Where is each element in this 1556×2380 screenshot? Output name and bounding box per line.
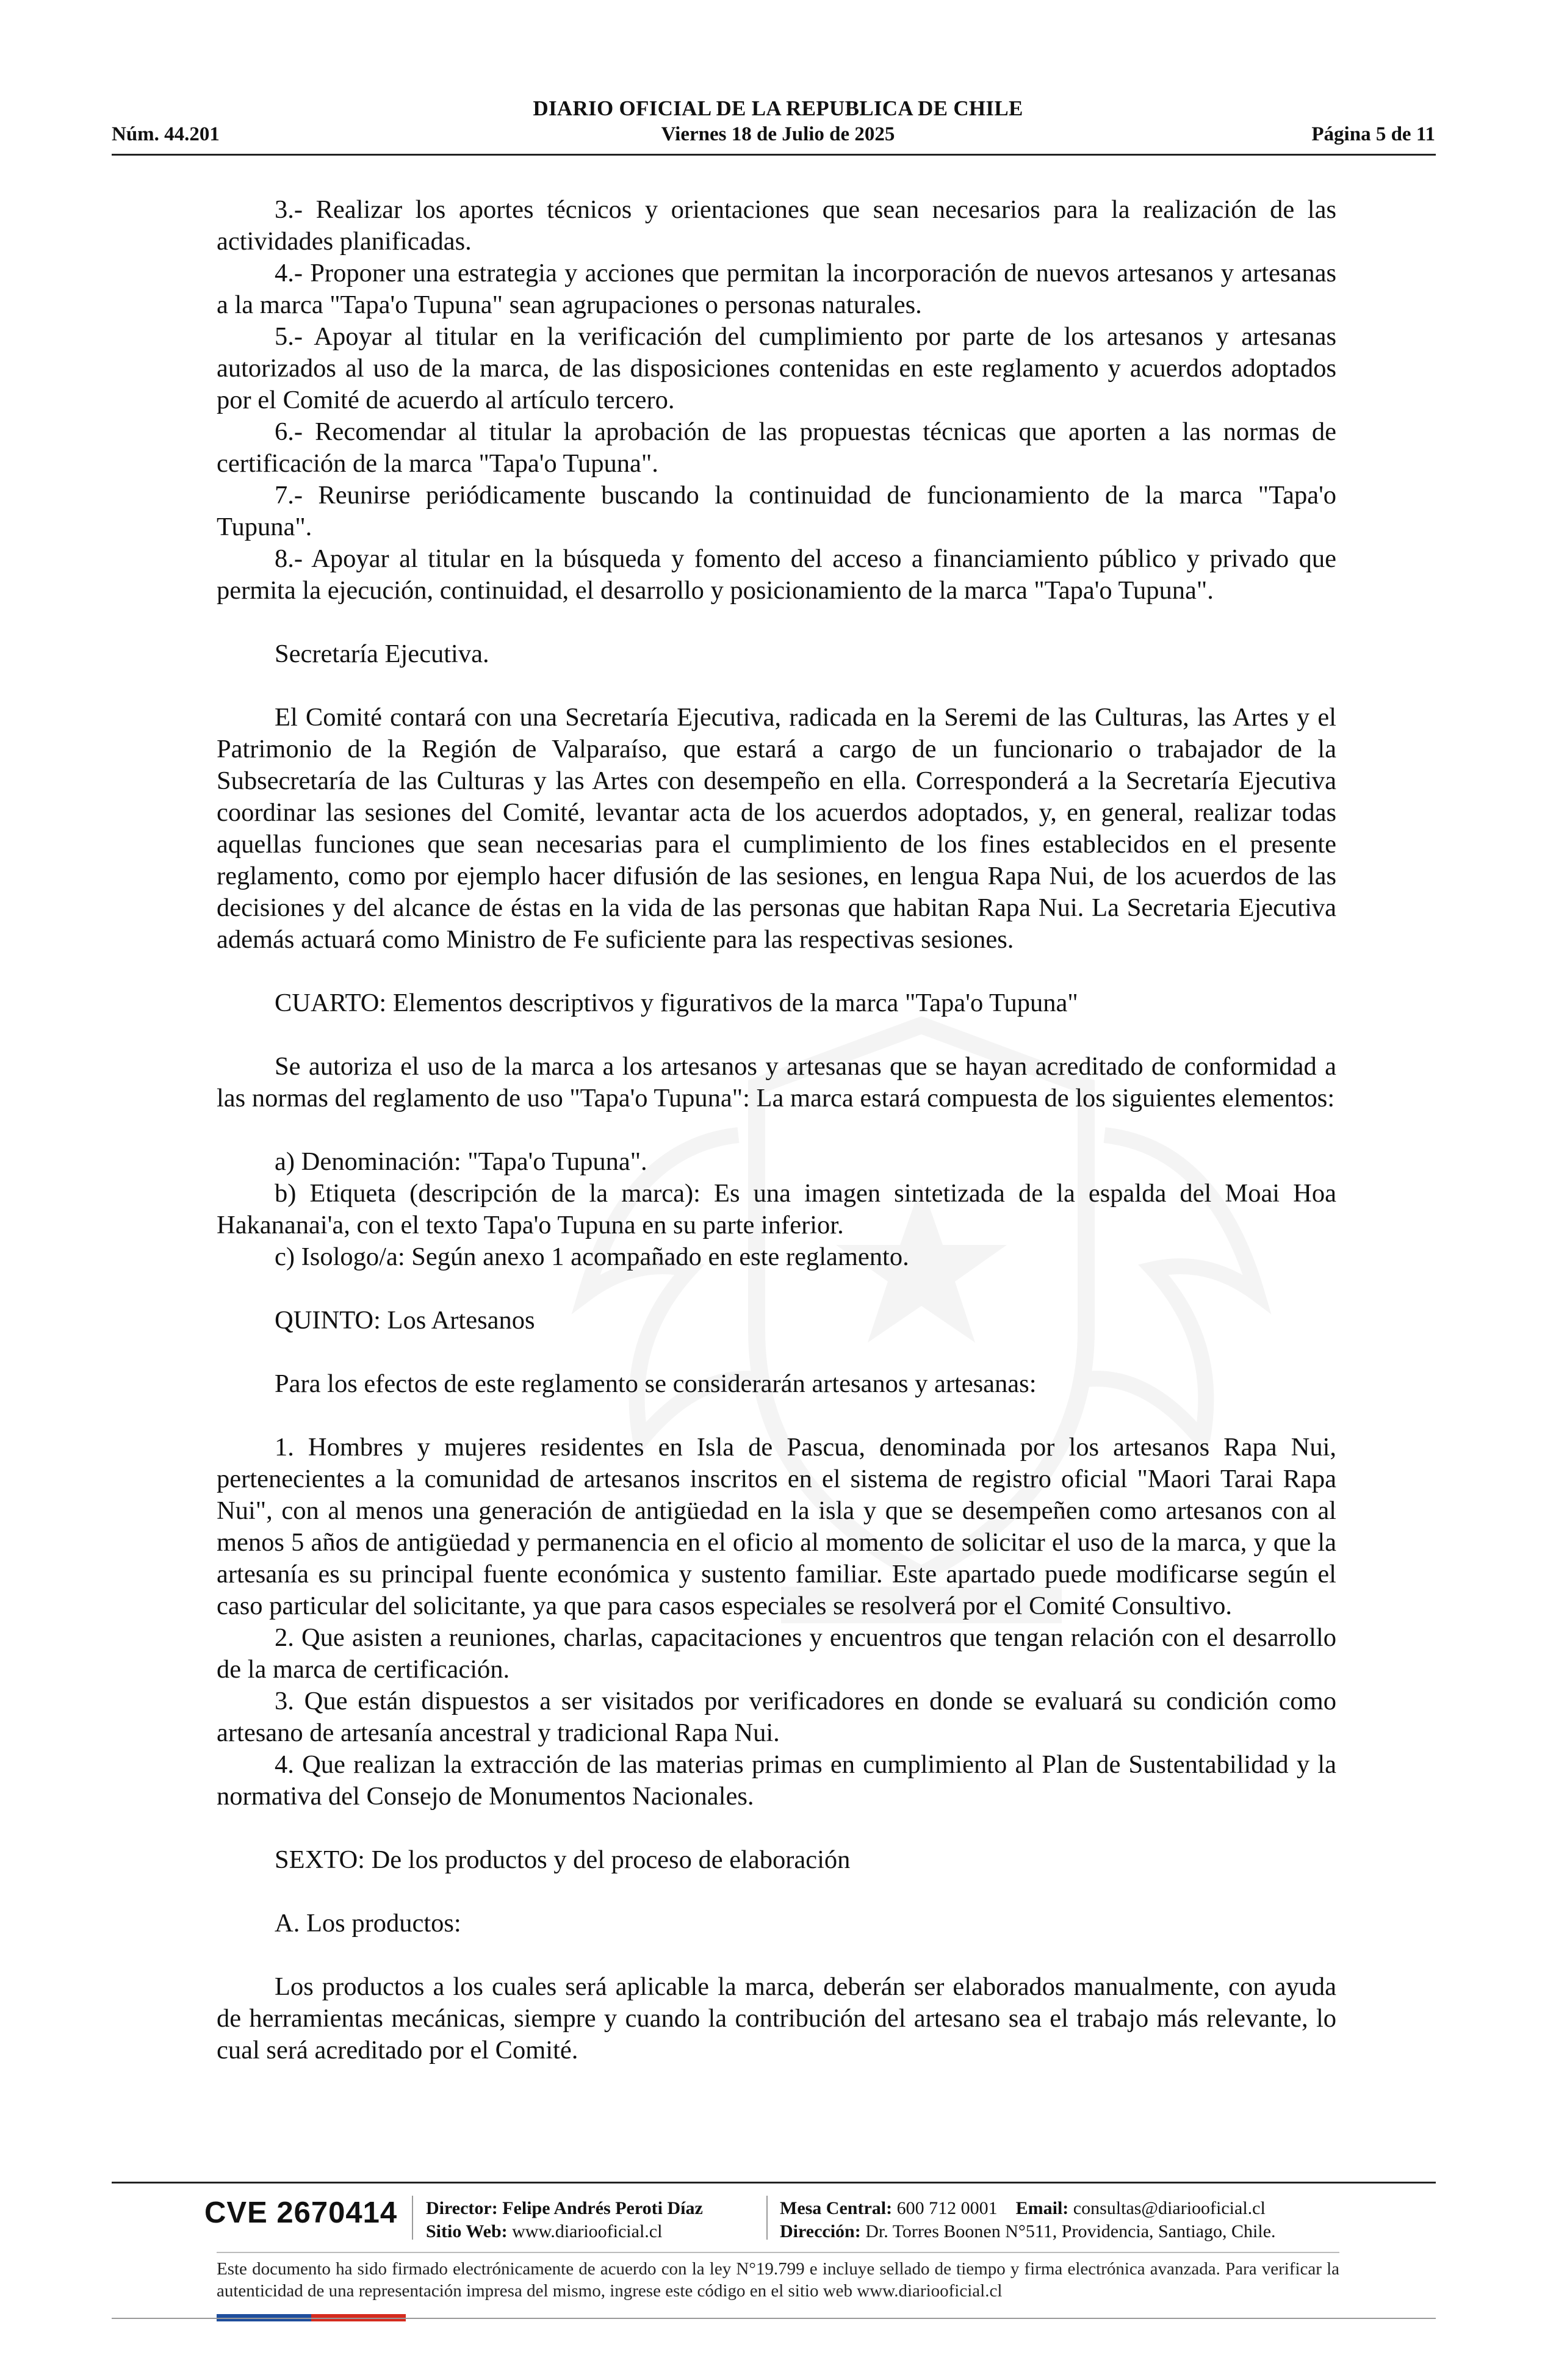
subheading-productos: A. Los productos: — [275, 1909, 461, 1938]
issue-date: Viernes 18 de Julio de 2025 — [661, 123, 895, 145]
footer-separator — [412, 2196, 413, 2240]
paragraph-item-7: 7.- Reunirse periódicamente buscando la continuidad de funcionamiento de la marca "Tapa'o Tupuna". — [217, 481, 1336, 541]
site-link[interactable]: www.diariooficial.cl — [512, 2221, 663, 2241]
section-heading-secretaria: Secretaría Ejecutiva. — [275, 640, 489, 668]
document-body — [217, 194, 1336, 2066]
paragraph-item-4: 4.- Proponer una estrategia y acciones que permitan la incorporación de nuevos artesanos y artesanas a la marca "Tapa'o Tupuna" sean agrupaciones o personas naturales. — [217, 259, 1336, 319]
section-heading-sexto: SEXTO: De los productos y del proceso de elaboración — [275, 1845, 851, 1874]
central-phone: 600 712 0001 — [896, 2198, 998, 2218]
paragraph-item-5: 5.- Apoyar al titular en la verificación del cumplimiento por parte de los artesanos y artesanas autorizados al uso de la marca, de las disposiciones contenidas en este reglamento y acuerdos adoptados por el Comité de acuerdo al artículo tercero. — [217, 322, 1336, 414]
central-label: Mesa Central: — [780, 2198, 893, 2218]
paragraph-cuarto-intro: Se autoriza el uso de la marca a los artesanos y artesanas que se hayan acreditado de conformidad a las normas del reglamento de uso "Tapa'o Tupuna": La marca estará compuesta de los siguientes elementos: — [217, 1052, 1336, 1112]
footer-divider — [112, 2182, 1436, 2183]
paragraph-artesanos-2: 2. Que asisten a reuniones, charlas, capacitaciones y encuentros que tengan relación con el desarrollo de la marca de certificación. — [217, 1623, 1336, 1684]
paragraph-secretaria: El Comité contará con una Secretaría Ejecutiva, radicada en la Seremi de las Culturas, las Artes y el Patrimonio de la Región de Valparaíso, que estará a cargo de un funcionario o trabajador de la Subsecretaría de las Culturas y las Artes con desempeño en ella. Corresponderá a la Secretaría Ejecutiva coordinar las sesiones del Comité, levantar acta de los acuerdos adoptados, y, en general, realizar todas aquellas funciones que sean necesarias para el cumplimiento de los fines establecidos en el presente reglamento, como por ejemplo hacer difusión de las sesiones, en lengua Rapa Nui, de los acuerdos de las decisiones y del alcance de éstas en la vida de las personas que habitan Rapa Nui. La Secretaria Ejecutiva además actuará como Ministro de Fe suficiente para las respectivas sesiones. — [217, 703, 1336, 954]
paragraph-item-b: b) Etiqueta (descripción de la marca): Es una imagen sintetizada de la espalda del Moai Hoa Hakananai'a, con el texto Tapa'o Tupuna en su parte inferior. — [217, 1179, 1336, 1239]
paragraph-item-c: c) Isologo/a: Según anexo 1 acompañado en este reglamento. — [275, 1242, 909, 1271]
paragraph-artesanos-3: 3. Que están dispuestos a ser visitados por verificadores en donde se evaluará su condición como artesano de artesanía ancestral y tradicional Rapa Nui. — [217, 1687, 1336, 1747]
header-divider — [112, 154, 1436, 156]
paragraph-item-6: 6.- Recomendar al titular la aprobación de las propuestas técnicas que aporten a las normas de certificación de la marca "Tapa'o Tupuna". — [217, 417, 1336, 478]
section-heading-cuarto: CUARTO: Elementos descriptivos y figurativos de la marca "Tapa'o Tupuna" — [275, 989, 1078, 1017]
footer-inner-divider — [217, 2252, 1339, 2253]
page-indicator: Página 5 de 11 — [1311, 123, 1435, 145]
address-label: Dirección: — [780, 2221, 861, 2241]
paragraph-artesanos-1: 1. Hombres y mujeres residentes en Isla de Pascua, denominada por los artesanos Rapa Nui, pertenecientes a la comunidad de artesanos inscritos en el sistema de registro oficial "Maori Tarai Rapa Nui", con al menos una generación de antigüedad en la isla y que se desempeñen como artesanos con al menos 5 años de antigüedad y permanencia en el oficio al momento de solicitar el uso de la marca, y que la artesanía es su principal fuente económica y sustento familiar. Este apartado puede modificarse según el caso particular del solicitante, ya que para casos especiales se resolverá por el Comité Consultivo. — [217, 1433, 1336, 1620]
address-value: Dr. Torres Boonen N°511, Providencia, Santiago, Chile. — [865, 2221, 1276, 2241]
paragraph-item-a: a) Denominación: "Tapa'o Tupuna". — [275, 1147, 647, 1176]
footer-director-block — [426, 2197, 703, 2243]
paragraph-artesanos-4: 4. Que realizan la extracción de las materias primas en cumplimiento al Plan de Sustentabilidad y la normativa del Consejo de Monumentos Nacionales. — [217, 1750, 1336, 1811]
email-link[interactable]: consultas@diariooficial.cl — [1073, 2198, 1266, 2218]
footer-separator — [766, 2196, 768, 2240]
paragraph-item-3: 3.- Realizar los aportes técnicos y orientaciones que sean necesarios para la realización de las actividades planificadas. — [217, 195, 1336, 256]
footer-bottom-divider — [112, 2318, 1436, 2319]
signature-notice: Este documento ha sido firmado electrónicamente de acuerdo con la ley N°19.799 e incluye sellado de tiempo y firma electrónica avanzada. Para verificar la autenticidad de una representación impresa del mismo, ingrese este código en el sitio web www.diariooficial.cl — [217, 2259, 1339, 2301]
paragraph-item-8: 8.- Apoyar al titular en la búsqueda y fomento del acceso a financiamiento público y privado que permita la ejecución, continuidad, el desarrollo y posicionamiento de la marca "Tapa'o Tupuna". — [217, 544, 1336, 605]
director-label: Director: — [426, 2198, 498, 2218]
issue-number: Núm. 44.201 — [112, 123, 220, 145]
cve-code: CVE 2670414 — [204, 2196, 398, 2229]
paragraph-productos: Los productos a los cuales será aplicable la marca, deberán ser elaborados manualmente, con ayuda de herramientas mecánicas, siempre y cuando la contribución del artesano sea el trabajo más relevante, lo cual será acreditado por el Comité. — [217, 1972, 1336, 2064]
paragraph-quinto-intro: Para los efectos de este reglamento se considerarán artesanos y artesanas: — [275, 1369, 1037, 1398]
section-heading-quinto: QUINTO: Los Artesanos — [275, 1306, 535, 1335]
site-label: Sitio Web: — [426, 2221, 508, 2241]
footer-contact-block — [780, 2197, 1276, 2243]
email-label: Email: — [1015, 2198, 1069, 2218]
newspaper-title: DIARIO OFICIAL DE LA REPUBLICA DE CHILE — [533, 96, 1023, 120]
director-name: Felipe Andrés Peroti Díaz — [502, 2198, 703, 2218]
